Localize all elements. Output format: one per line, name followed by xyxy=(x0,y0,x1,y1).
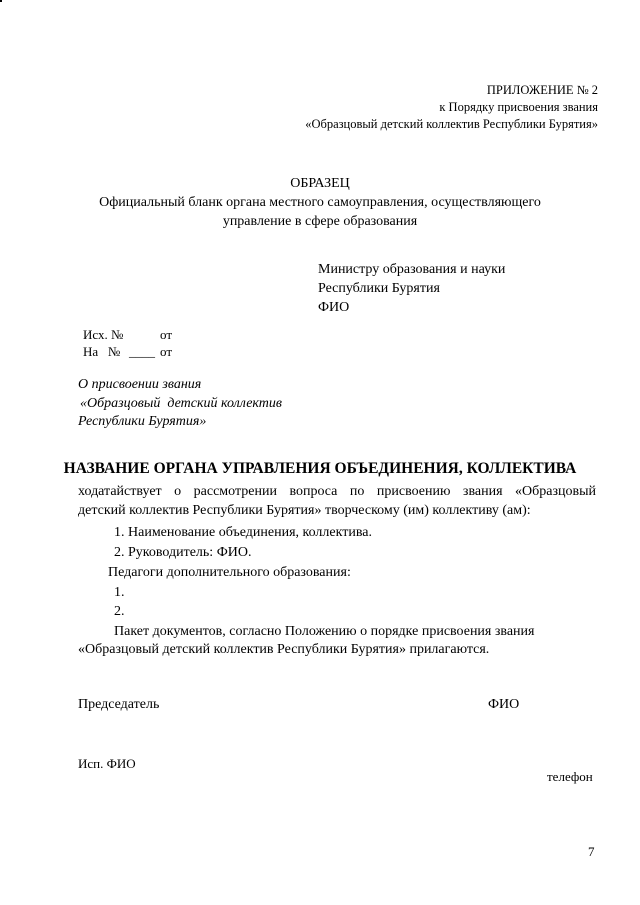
teachers-label: Педагоги дополнительного образования: xyxy=(108,565,351,580)
executor-label: Исп. ФИО xyxy=(78,756,136,771)
incoming-number-blank: ____ xyxy=(129,344,155,359)
list-item-collective-name: 1. Наименование объединения, коллектива. xyxy=(114,525,372,540)
documents-package-line-1: Пакет документов, согласно Положению о порядке присвоения звания xyxy=(114,624,535,639)
addressee-line-3: ФИО xyxy=(318,300,350,315)
subject-line-2: «Образцовый детский коллектив xyxy=(80,396,282,411)
outgoing-date-label: от xyxy=(160,327,173,342)
addressee-line-2: Республики Бурятия xyxy=(318,281,440,296)
appendix-line-1: ПРИЛОЖЕНИЕ № 2 xyxy=(486,83,598,97)
chairman-label: Председатель xyxy=(78,697,160,712)
documents-package-line-2: «Образцовый детский коллектив Республики Бурятия» прилагаются. xyxy=(78,642,490,657)
appendix-line-2: к Порядку присвоения звания xyxy=(439,100,598,114)
subject-line-3: Республики Бурятия» xyxy=(78,414,207,429)
document-subtitle-line-2: управление в сфере образования xyxy=(222,214,418,229)
appendix-line-3: «Образцовый детский коллектив Республики Бурятия» xyxy=(305,117,598,131)
list-item-leader: 2. Руководитель: ФИО. xyxy=(114,545,252,560)
document-subtitle-line-1: Официальный бланк органа местного самоуправления, осуществляющего xyxy=(99,195,541,210)
addressee-line-1: Министру образования и науки xyxy=(318,262,506,277)
teacher-item-2: 2. xyxy=(114,604,125,619)
incoming-number-label: На № xyxy=(83,344,121,359)
organization-heading: НАЗВАНИЕ ОРГАНА УПРАВЛЕНИЯ ОБЪЕДИНЕНИЯ, КОЛЛЕКТИВА xyxy=(63,460,577,477)
scan-corner-mark xyxy=(0,0,2,2)
phone-label: телефон xyxy=(547,769,593,784)
petition-paragraph-line-2: детский коллектив Республики Бурятия» творческому (им) коллективу (ам): xyxy=(78,503,531,518)
chairman-name: ФИО xyxy=(488,697,520,712)
page-number: 7 xyxy=(588,844,595,859)
document-title: ОБРАЗЕЦ xyxy=(290,176,350,191)
petition-paragraph-line-1: ходатайствует о рассмотрении вопроса по присвоению звания «Образцовый xyxy=(78,484,596,499)
incoming-date-label: от xyxy=(160,344,173,359)
teacher-item-1: 1. xyxy=(114,585,125,600)
outgoing-number-label: Исх. № xyxy=(83,327,124,342)
subject-line-1: О присвоении звания xyxy=(78,377,202,392)
